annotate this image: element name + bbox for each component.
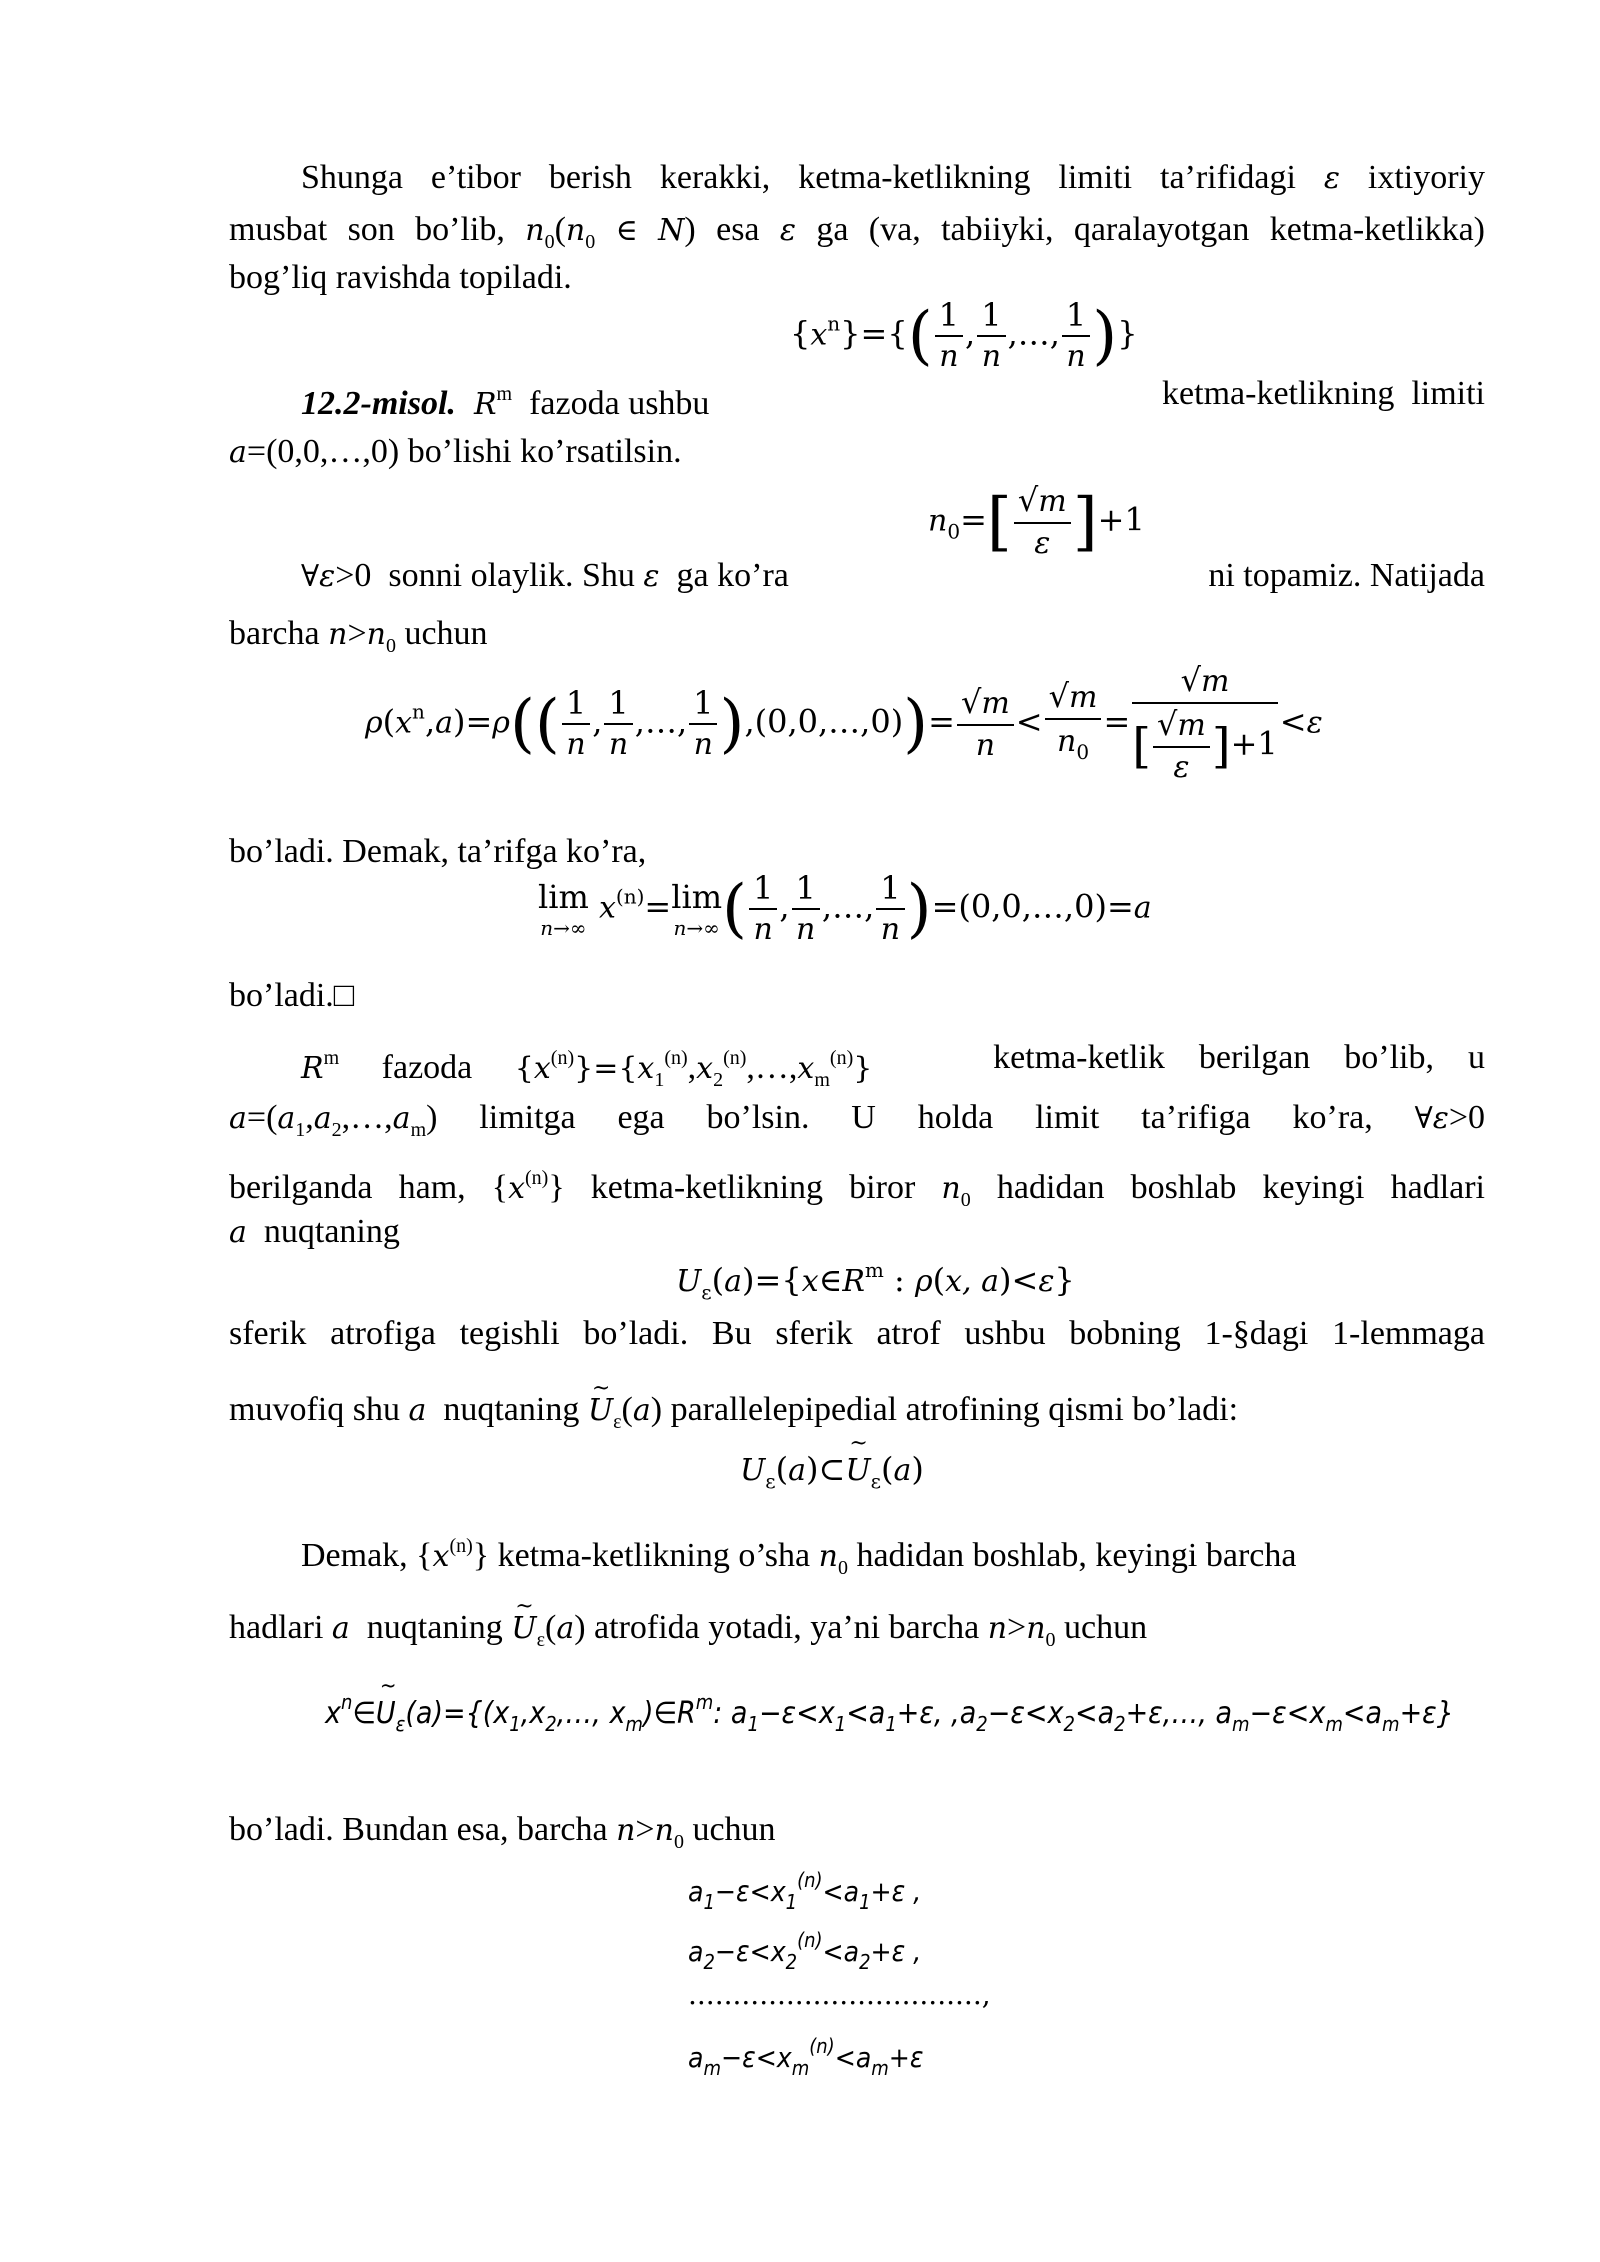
paragraph-4-line-5: sferik atrofiga tegishli bo’ladi. Bu sferik atrof ushbu bobning 1-§dagi 1-lemmaga [229, 1315, 1485, 1352]
paragraph-4-line-3: berilganda ham, $\{x^{(n)}\}$ ketma-ketlikning biror $n_0$ hadidan boshlab keyingi hadlari [229, 1167, 1486, 1211]
n0-formula: $n_0=$[ $\frac{√m}{\varepsilon}$ ]+1 [928, 481, 1145, 561]
sphere-neighborhood-formula: $U_\varepsilon(a)=\{x\in R^m$ : ρ(x, a)<ε} [676, 1258, 1075, 1304]
paragraph-2-line-2: barcha $n>n_0$ uchun [229, 615, 488, 657]
paragraph-4-line-4: a nuqtaning [229, 1213, 400, 1250]
example-line-2: a=(0,0,…,0) bo’lishi ko’rsatilsin. [229, 433, 682, 470]
paragraph-4-line-6: muvofiq shu a nuqtaning ~ $U_\varepsilon(a)$ parallelepipedial atrofining qismi bo’ladi: [229, 1382, 1485, 1450]
parallelepiped-formula: $x^n\in\sim$ $U_\varepsilon(a)=\{(x_1,x_2,\dots$, $x_m)\in R^m$: $a_1-\varepsilon<x_1<a_1+\varepsilon$, $,a_2-\varepsilon<x_2<a_2+\varepsilon,\dots$, $a_m-\varepsilon<x_m<a_m+\varepsilon$} [325, 1690, 1454, 1736]
inequality-dots: ................................., [688, 1978, 991, 2011]
paragraph-4-line-1: $R^m$ fazoda $\{x^{(n)}\}=\{x_1^{(n)},x_2^{(n)},\dots,x_m^{(n)}\}$ ketma-ketlik berilgan bo’lib, u [301, 1039, 1485, 1091]
distance-formula: $\rho(x^n,a)=\rho$(( $\frac{1}{n}$ , $\frac{1}{n}$ ,…, $\frac{1}{n}$ ),(0,0,…,0))= $\frac{√m}{n}$ < $\frac{√m}{n_0}$ = √m [ $\frac{√m}{\varepsilon}$ ]+1 <ε [365, 661, 1323, 785]
inequality-1: $a_1-\varepsilon<x_1^{(n)}<a_1+\varepsilon$ , [688, 1868, 922, 1914]
paragraph-1-line-3: bog’liq ravishda topiladi. [229, 259, 572, 296]
paragraph-3-line-2: bo’ladi.□ [229, 977, 355, 1014]
paragraph-1-line-1: Shunga e’tibor berish kerakki, ketma-ketlikning limiti ta’rifidagi ε ixtiyoriy [301, 159, 1485, 196]
paragraph-1-line-2: musbat son bo’lib, $n_0(n_0$ ∈ N) esa ε ga (va, tabiiyki, qaralayotgan ketma-ketlikka) [229, 211, 1485, 253]
sequence-formula: $\{x^n\}=${( $\frac{1}{n}$ , $\frac{1}{n}$ ,…, $\frac{1}{n}$ )} [790, 296, 1138, 374]
example-title: 12.2-misol. [301, 385, 456, 422]
inequality-m: $a_m-\varepsilon<x_m^{(n)}<a_m+\varepsilon$ [688, 2034, 924, 2080]
paragraph-5-line-1: Demak, $\{x^{(n)}\}$ ketma-ketlikning o’sha $n_0$ hadidan boshlab, keyingi barcha [301, 1535, 1297, 1579]
paragraph-5-line-2: hadlari a nuqtaning ~ $U_\varepsilon(a)$ atrofida yotadi, ya’ni barcha $n>n_0$ uchun [229, 1600, 1485, 1668]
example-line-1: 12.2-misol. $R^m$ fazoda ushbu ketma-ketlikning limiti [301, 375, 1485, 422]
paragraph-4-line-2: $a=(a_1,a_2,\dots,a_m)$ limitga ega bo’lsin. U holda limit ta’rifiga ko’ra, ∀ε>0 [229, 1099, 1485, 1141]
limit-formula: lim n→∞ $x^{(n)}=$ lim n→∞ ( $\frac{1}{n}$ , $\frac{1}{n}$ ,…, $\frac{1}{n}$ )=(0,0,…,0)=a [538, 869, 1152, 947]
inclusion-formula: $U_\varepsilon(a)\subset\sim$ $U_\varepsilon(a)$ [740, 1450, 924, 1493]
inequality-2: $a_2-\varepsilon<x_2^{(n)}<a_2+\varepsilon$ , [688, 1928, 922, 1974]
paragraph-5-line-3: bo’ladi. Bundan esa, barcha $n>n_0$ uchun [229, 1811, 776, 1853]
paragraph-2-line-1: ∀ε>0 sonni olaylik. Shu ε ga ko’ra ni topamiz. Natijada [301, 557, 1485, 594]
paragraph-3-line-1: bo’ladi. Demak, ta’rifga ko’ra, [229, 833, 647, 870]
